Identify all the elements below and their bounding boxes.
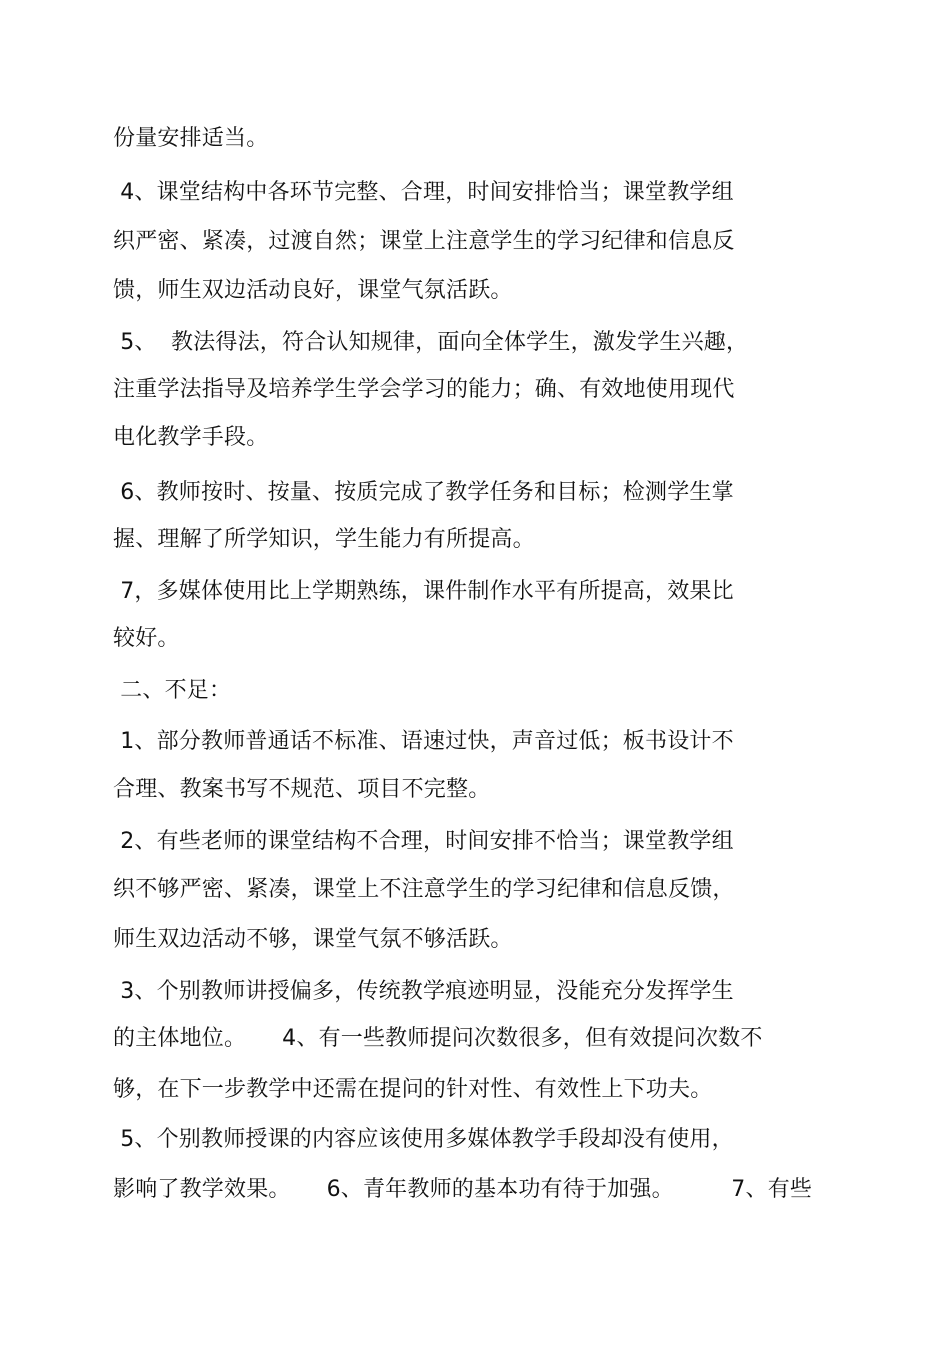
text-line: 师生双边活动不够，课堂气氛不够活跃。 <box>113 927 513 952</box>
section-heading: 二、不足： <box>113 678 232 703</box>
text-line: 电化教学手段。 <box>113 425 269 450</box>
text-line: 4、课堂结构中各环节完整、合理，时间安排恰当；课堂教学组 <box>113 180 734 205</box>
text-line: 合理、教案书写不规范、项目不完整。 <box>113 777 491 802</box>
text-line: 较好。 <box>113 626 180 651</box>
text-line: 1、部分教师普通话不标准、语速过快，声音过低；板书设计不 <box>113 729 734 754</box>
text-line: 3、个别教师讲授偏多，传统教学痕迹明显，没能充分发挥学生 <box>113 979 734 1004</box>
text-line: 份量安排适当。 <box>113 126 269 151</box>
text-line: 影响了教学效果。 6、青年教师的基本功有待于加强。 7、有些 <box>113 1177 813 1202</box>
text-line: 的主体地位。 4、有一些教师提问次数很多，但有效提问次数不 <box>113 1026 763 1051</box>
text-line: 6、教师按时、按量、按质完成了教学任务和目标；检测学生掌 <box>113 480 734 505</box>
text-line: 馈，师生双边活动良好，课堂气氛活跃。 <box>113 278 513 303</box>
text-line: 织不够严密、紧凑，课堂上不注意学生的学习纪律和信息反馈， <box>113 877 735 902</box>
text-line: 7，多媒体使用比上学期熟练，课件制作水平有所提高，效果比 <box>113 579 734 604</box>
text-line: 5、个别教师授课的内容应该使用多媒体教学手段却没有使用， <box>113 1127 734 1152</box>
text-line: 注重学法指导及培养学生学会学习的能力；确、有效地使用现代 <box>113 377 735 402</box>
text-line: 2、有些老师的课堂结构不合理，时间安排不恰当；课堂教学组 <box>113 829 734 854</box>
text-line: 5、 教法得法，符合认知规律，面向全体学生，激发学生兴趣， <box>113 330 749 355</box>
text-line: 握、理解了所学知识，学生能力有所提高。 <box>113 527 535 552</box>
text-line: 够，在下一步教学中还需在提问的针对性、有效性上下功夫。 <box>113 1077 713 1102</box>
text-line: 织严密、紧凑，过渡自然；课堂上注意学生的学习纪律和信息反 <box>113 229 735 254</box>
